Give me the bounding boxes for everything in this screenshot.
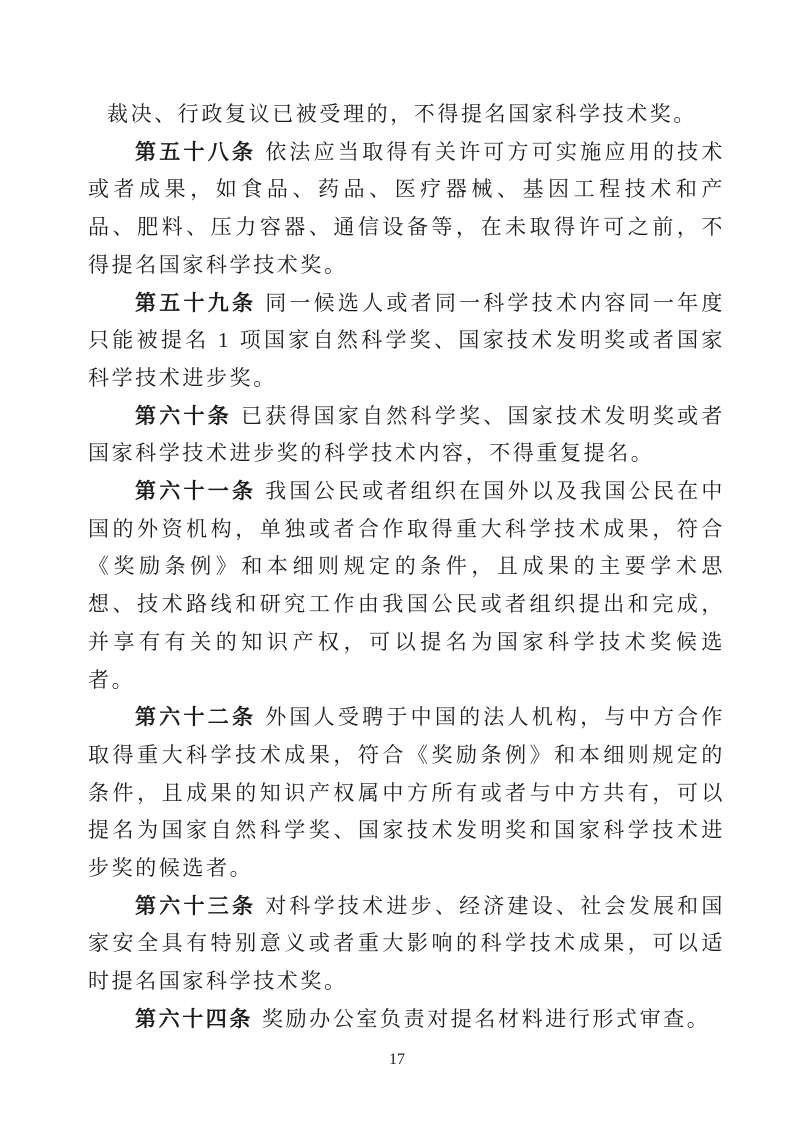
paragraph-text: 裁决、行政复议已被受理的，不得提名国家科学技术奖。 <box>107 102 697 126</box>
paragraph-article-64 <box>88 1001 725 1039</box>
paragraph-article-63 <box>88 888 725 1001</box>
article-number: 第五十八条 <box>135 139 257 164</box>
article-number: 第六十三条 <box>135 893 257 918</box>
paragraph-article-58 <box>88 134 725 285</box>
article-number: 第六十二条 <box>135 705 257 730</box>
paragraph-text: 奖励办公室负责对提名材料进行形式审查。 <box>262 1006 711 1031</box>
paragraph-text: 外国人受聘于中国的法人机构，与中方合作取得重大科学技术成果，符合《奖励条例》和本细则规定的条件，且成果的知识产权属中方所有或者与中方共有，可以提名为国家自然科学奖、国家技术发明奖和国家科学技术进步奖的候选者。 <box>88 705 726 881</box>
page-number-footer <box>0 1050 794 1070</box>
article-number: 第六十四条 <box>135 1006 253 1031</box>
paragraph-text: 我国公民或者组织在国外以及我国公民在中国的外资机构，单独或者合作取得重大科学技术成果，符合《奖励条例》和本细则规定的条件，且成果的主要学术思想、技术路线和研究工作由我国公民或者组织提出和完成，并享有有关的知识产权，可以提名为国家科学技术奖候选者。 <box>88 479 726 692</box>
paragraph-text: 依法应当取得有关许可方可实施应用的技术或者成果，如食品、药品、医疗器械、基因工程技术和产品、肥料、压力容器、通信设备等，在未取得许可之前，不得提名国家科学技术奖。 <box>88 139 726 277</box>
article-number: 第五十九条 <box>135 290 257 315</box>
body-text <box>88 96 725 1039</box>
paragraph-text: 同一候选人或者同一科学技术内容同一年度只能被提名 1 项国家自然科学奖、国家技术发明奖或者国家科学技术进步奖。 <box>88 290 726 390</box>
article-number: 第六十条 <box>135 403 232 428</box>
paragraph-text: 对科学技术进步、经济建设、社会发展和国家安全具有特别意义或者重大影响的科学技术成果，可以适时提名国家科学技术奖。 <box>88 893 726 994</box>
paragraph-text: 已获得国家自然科学奖、国家技术发明奖或者国家科学技术进步奖的科学技术内容，不得重复提名。 <box>88 403 726 466</box>
paragraph-continuation <box>88 96 725 134</box>
paragraph-article-59 <box>88 285 725 398</box>
page-number: 17 <box>389 1051 405 1068</box>
article-number: 第六十一条 <box>135 479 257 504</box>
paragraph-article-61 <box>88 473 725 699</box>
paragraph-article-60 <box>88 398 725 473</box>
paragraph-article-62 <box>88 699 725 888</box>
